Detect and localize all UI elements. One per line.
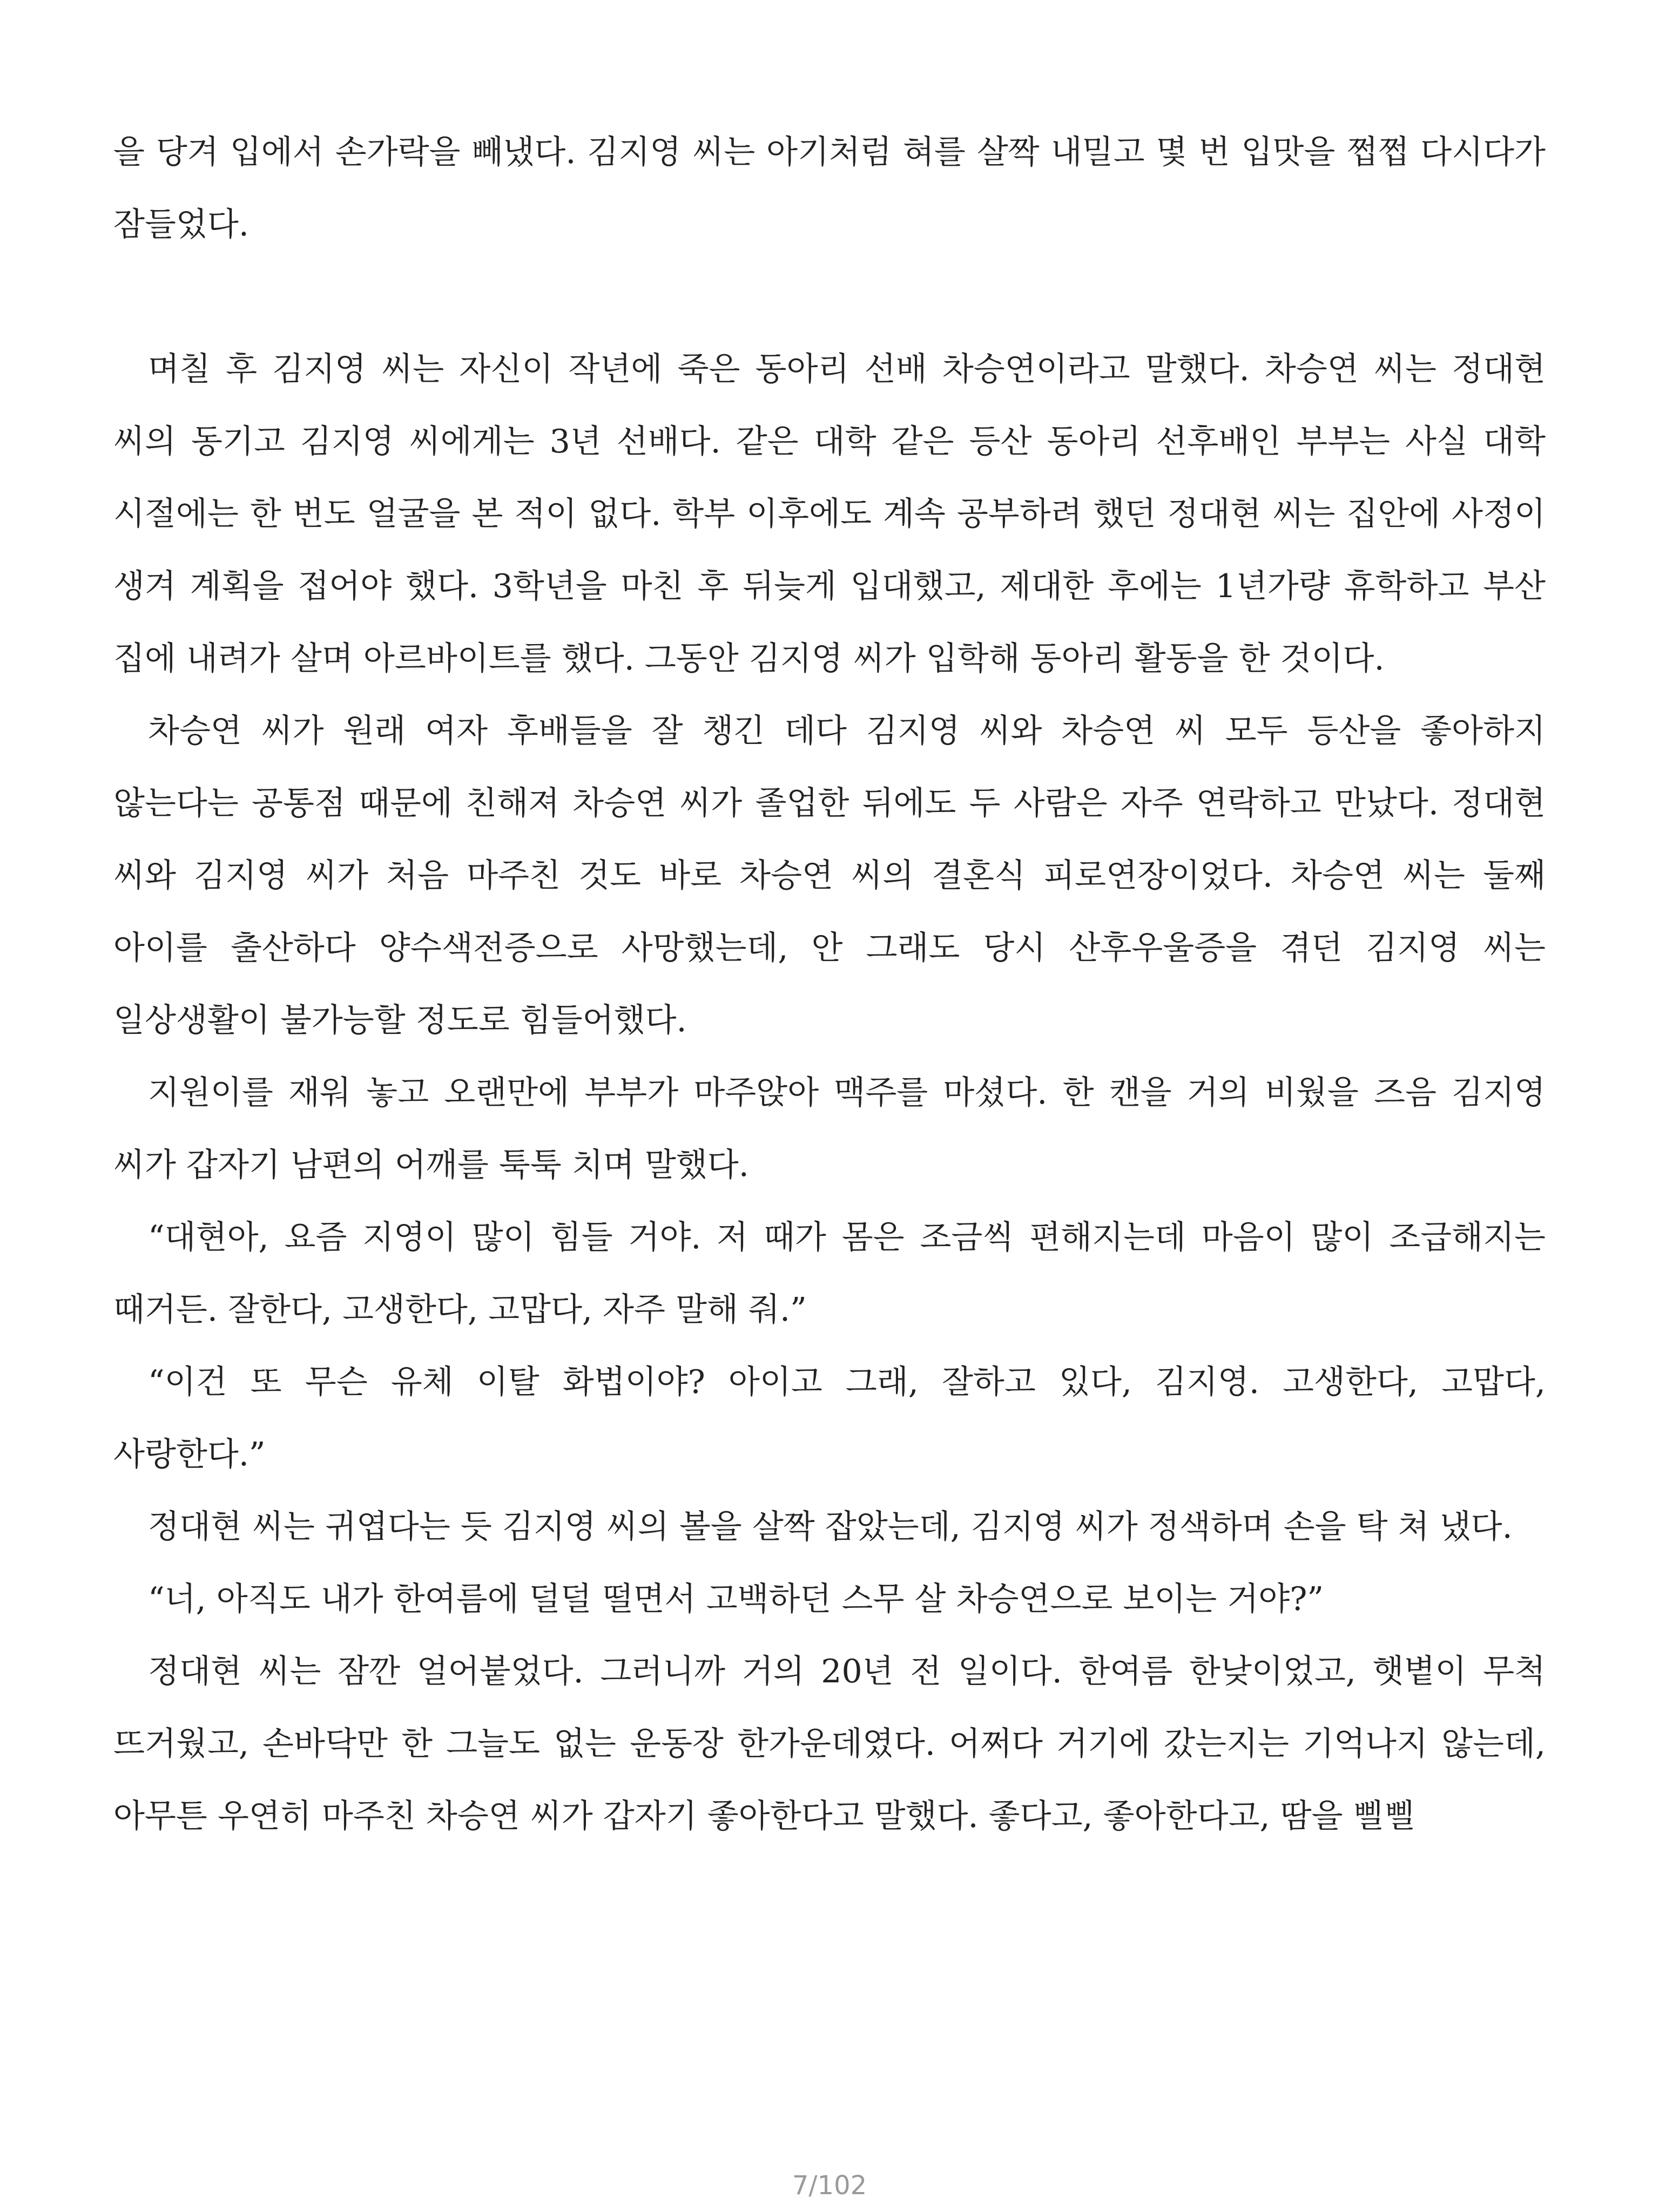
paragraph: 며칠 후 김지영 씨는 자신이 작년에 죽은 동아리 선배 차승연이라고 말했다. 차승연 씨는 정대현 씨의 동기고 김지영 씨에게는 3년 선배다. 같은 대학 같은 등산 동아리 선후배인 부부는 사실 대학 시절에는 한 번도 얼굴을 본 적이 없다. 학부 이후에도 계속 공부하려 했던 정대현 씨는 집안에 사정이 생겨 계획을 접어야 했다. 3학년을 마친 후 뒤늦게 입대했고, 제대한 후에는 1년가량 휴학하고 부산 집에 내려가 살며 아르바이트를 했다. 그동안 김지영 씨가 입학해 동아리 활동을 한 것이다. bbox=[113, 350, 1546, 678]
paragraph: 차승연 씨가 원래 여자 후배들을 잘 챙긴 데다 김지영 씨와 차승연 씨 모두 등산을 좋아하지 않는다는 공통점 때문에 친해져 차승연 씨가 졸업한 뒤에도 두 사람은 자주 연락하고 만났다. 정대현 씨와 김지영 씨가 처음 마주친 것도 바로 차승연 씨의 결혼식 피로연장이었다. 차승연 씨는 둘째 아이를 출산하다 양수색전증으로 사망했는데, 안 그래도 당시 산후우울증을 겪던 김지영 씨는 일상생활이 불가능할 정도로 힘들어했다. bbox=[113, 712, 1546, 1039]
paragraph: 정대현 씨는 잠깐 얼어붙었다. 그러니까 거의 20년 전 일이다. 한여름 한낮이었고, 햇볕이 무척 뜨거웠고, 손바닥만 한 그늘도 없는 운동장 한가운데였다. 어쩌다 거기에 갔는지는 기억나지 않는데, 아무튼 우연히 마주친 차승연 씨가 갑자기 좋아한다고 말했다. 좋다고, 좋아한다고, 땀을 삘삘 bbox=[113, 1653, 1546, 1835]
paragraph: 을 당겨 입에서 손가락을 빼냈다. 김지영 씨는 아기처럼 혀를 살짝 내밀고 몇 번 입맛을 쩝쩝 다시다가 잠들었다. bbox=[113, 133, 1546, 243]
text-body bbox=[113, 116, 1546, 1852]
page-number: 7/102 bbox=[792, 2170, 867, 2201]
paragraph: “대현아, 요즘 지영이 많이 힘들 거야. 저 때가 몸은 조금씩 편해지는데 마음이 많이 조급해지는 때거든. 잘한다, 고생한다, 고맙다, 자주 말해 줘.” bbox=[113, 1219, 1546, 1329]
paragraph: “너, 아직도 내가 한여름에 덜덜 떨면서 고백하던 스무 살 차승연으로 보이는 거야?” bbox=[148, 1580, 1324, 1618]
paragraph: “이건 또 무슨 유체 이탈 화법이야? 아이고 그래, 잘하고 있다, 김지영. 고생한다, 고맙다, 사랑한다.” bbox=[113, 1363, 1546, 1473]
paragraph: 지원이를 재워 놓고 오랜만에 부부가 마주앉아 맥주를 마셨다. 한 캔을 거의 비웠을 즈음 김지영 씨가 갑자기 남편의 어깨를 툭툭 치며 말했다. bbox=[113, 1074, 1546, 1184]
paragraph: 정대현 씨는 귀엽다는 듯 김지영 씨의 볼을 살짝 잡았는데, 김지영 씨가 정색하며 손을 탁 쳐 냈다. bbox=[148, 1508, 1513, 1546]
